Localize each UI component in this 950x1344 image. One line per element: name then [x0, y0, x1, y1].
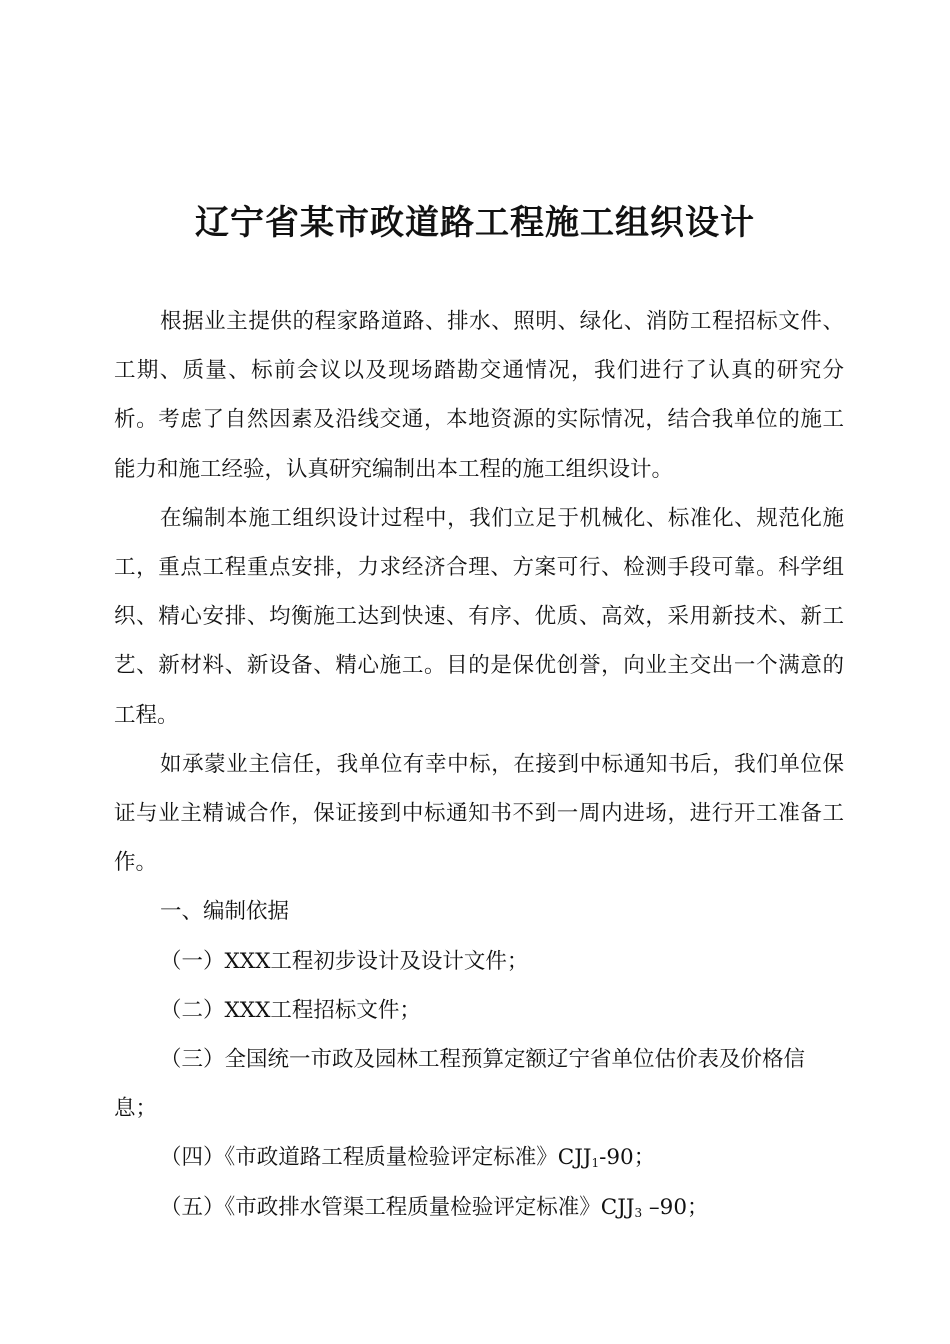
basis-item-5-suffix: –90； [642, 1194, 709, 1220]
basis-item-4-suffix: -90； [599, 1145, 656, 1171]
section-heading: 一、编制依据 [160, 899, 290, 925]
basis-item-4-subscript: 1 [591, 1156, 600, 1171]
basis-item-5-subscript: 3 [634, 1205, 643, 1220]
basis-item-2: （二）XXX工程招标文件； [160, 997, 421, 1023]
intro-paragraph-3: 如承蒙业主信任，我单位有幸中标，在接到中标通知书后，我们单位保证与业主精诚合作，保证接到中标通知书不到一周内进场，进行开工准备工作。 [114, 751, 844, 876]
document-title: 辽宁省某市政道路工程施工组织设计 [195, 203, 755, 243]
intro-paragraph-2: 在编制本施工组织设计过程中，我们立足于机械化、标准化、规范化施工，重点工程重点安排，力求经济合理、方案可行、检测手段可靠。科学组织、精心安排、均衡施工达到快速、有序、优质、高效，采用新技术、新工艺、新材料、新设备、精心施工。目的是保优创誉，向业主交出一个满意的工程。 [114, 505, 844, 728]
basis-item-5 [114, 1183, 844, 1232]
basis-item-4 [114, 1133, 844, 1182]
document-body [114, 297, 844, 1232]
basis-item-1: （一）XXX工程初步设计及设计文件； [160, 948, 529, 974]
intro-paragraph-1: 根据业主提供的程家路道路、排水、照明、绿化、消防工程招标文件、工期、质量、标前会议以及现场踏勘交通情况，我们进行了认真的研究分析。考虑了自然因素及沿线交通，本地资源的实际情况，结合我单位的施工能力和施工经验，认真研究编制出本工程的施工组织设计。 [114, 309, 844, 482]
basis-item-5-text: （五）《市政排水管渠工程质量检验评定标准》CJJ [160, 1194, 635, 1220]
basis-item-4-text: （四）《市政道路工程质量检验评定标准》CJJ [160, 1145, 592, 1171]
basis-item-3: （三）全国统一市政及园林工程预算定额辽宁省单位估价表及价格信息； [114, 1047, 806, 1122]
